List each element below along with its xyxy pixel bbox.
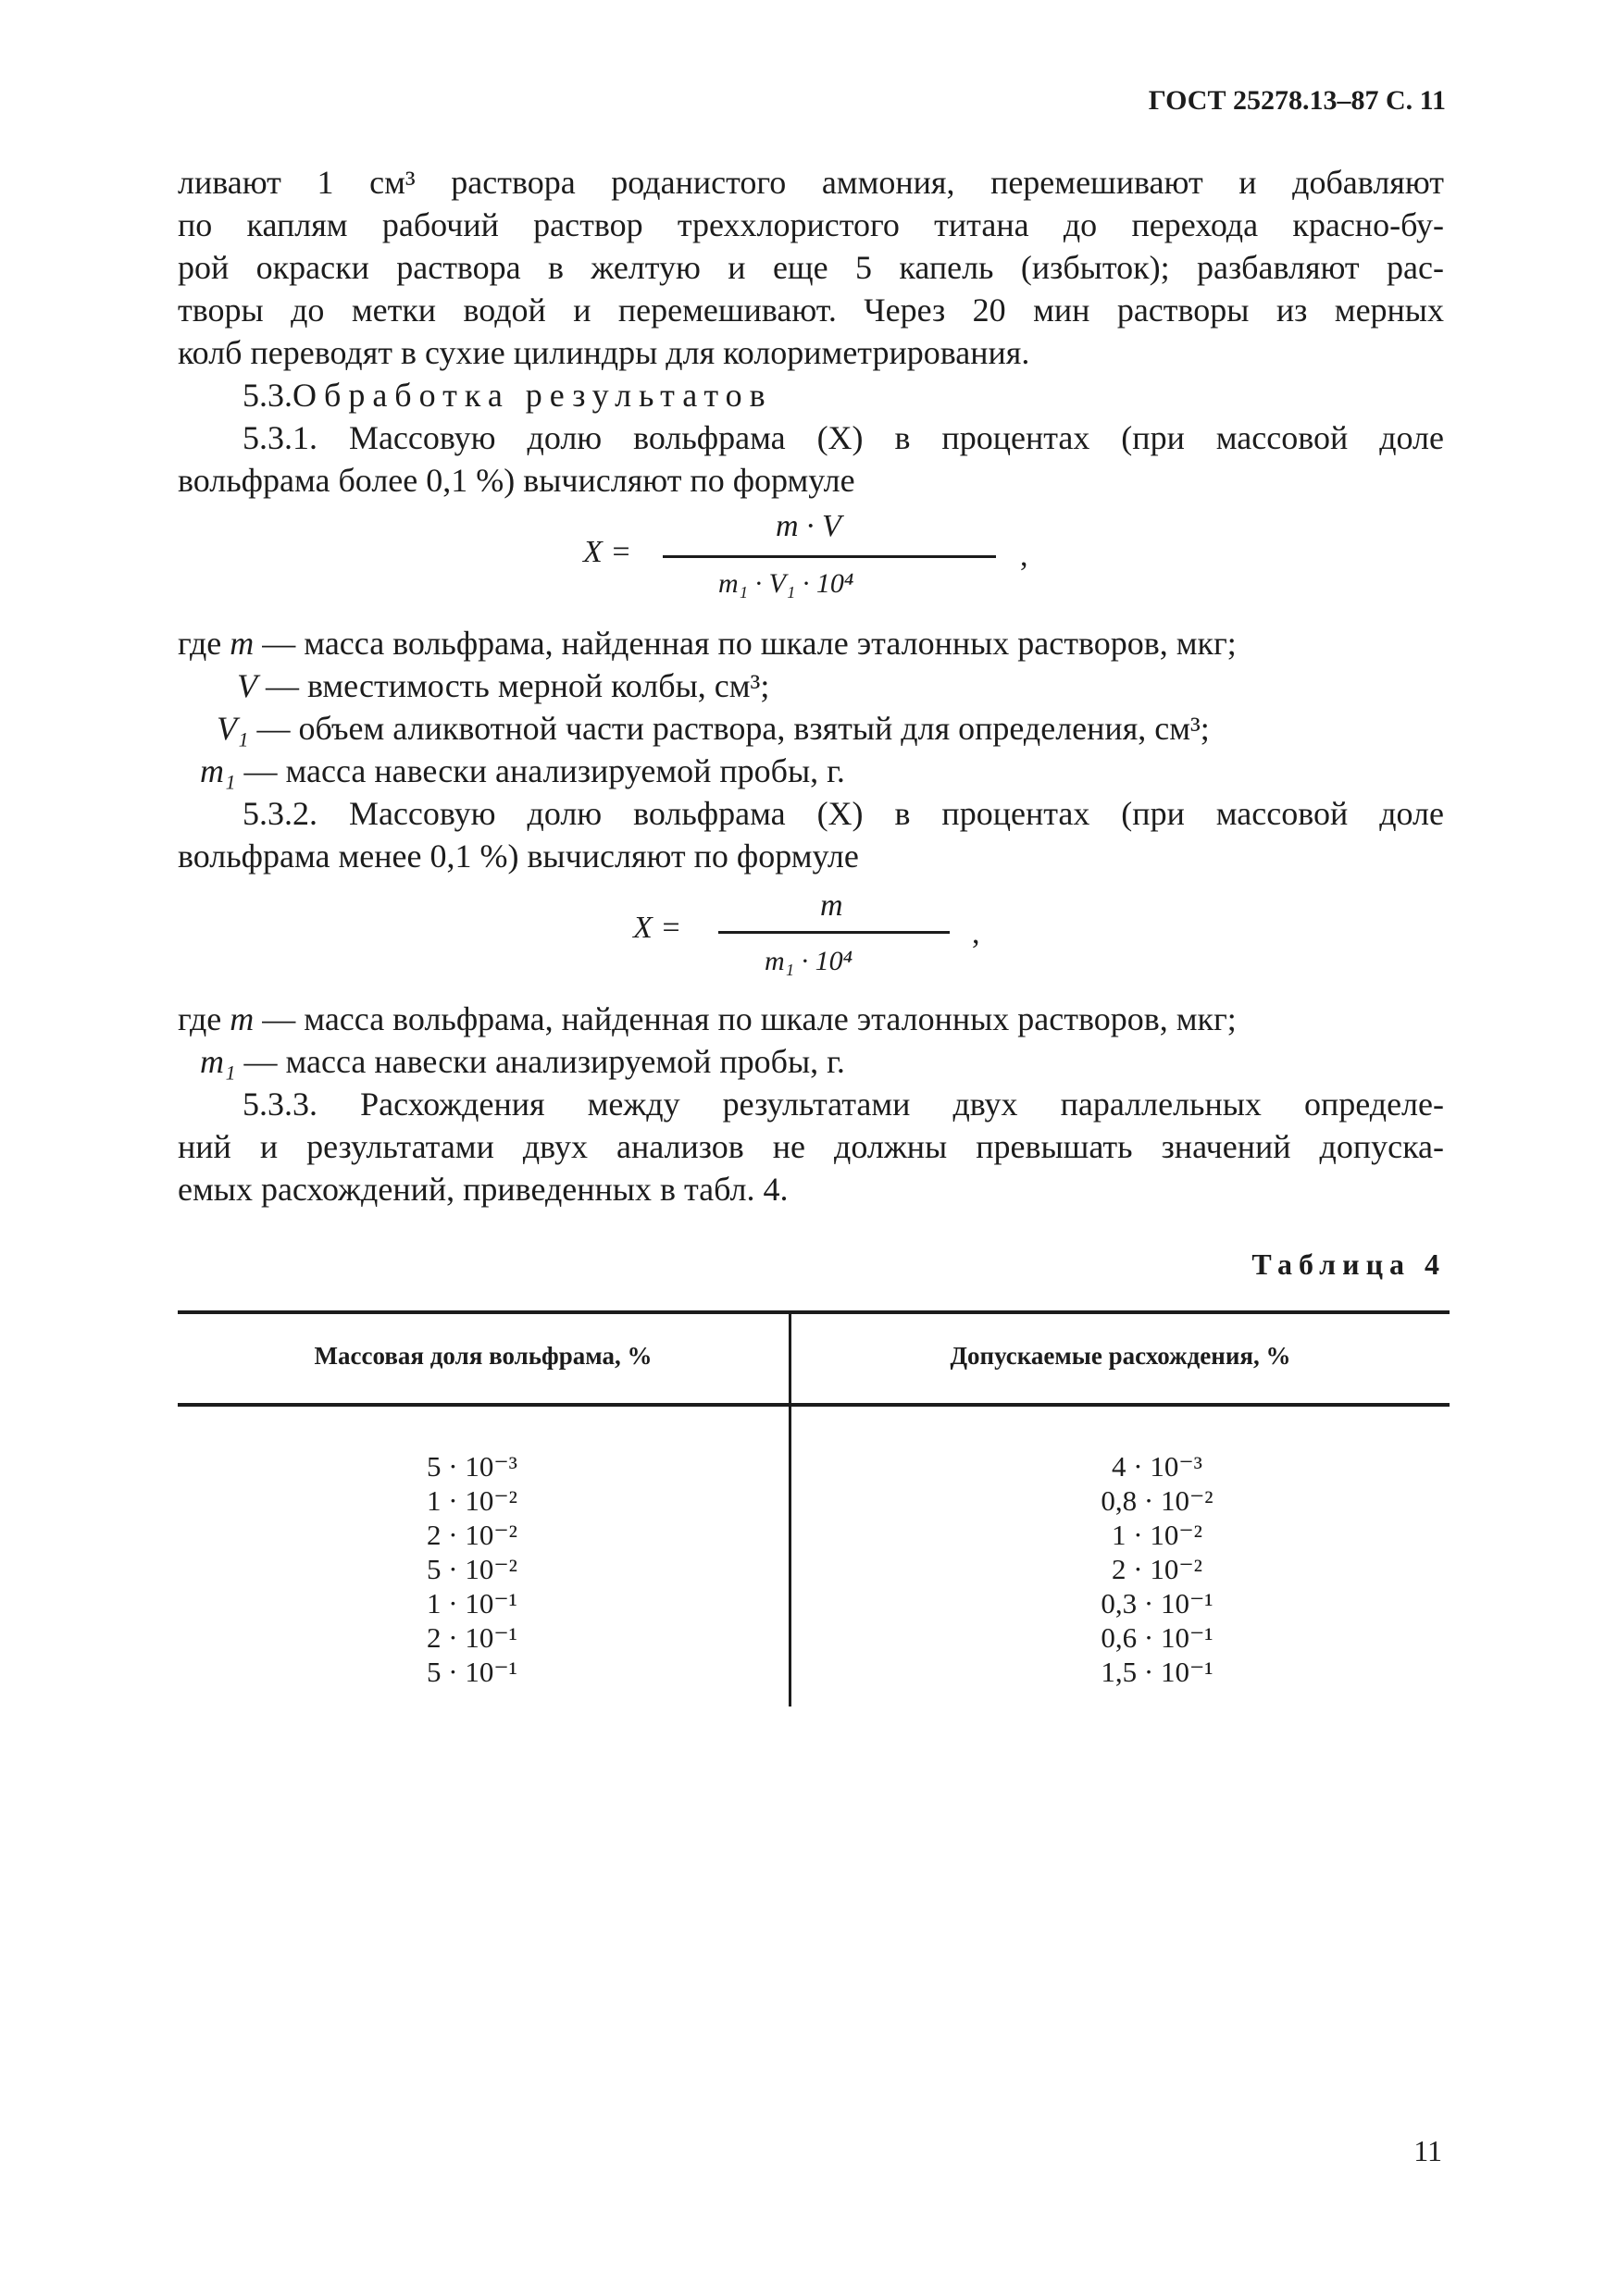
table-cell: 1 · 10⁻²	[1112, 1519, 1202, 1551]
intro-paragraph	[178, 161, 1444, 374]
table-caption: Таблица 4	[1251, 1247, 1446, 1281]
symbol-desc: — объем аликвотной части раствора, взятый для определения, см³;	[256, 710, 1210, 747]
intro-line: по каплям рабочий раствор треххлористого титана до перехода красно-бу-	[178, 206, 1444, 243]
table-cell: 1,5 · 10⁻¹	[1101, 1656, 1214, 1688]
formula-lhs: X =	[583, 535, 632, 569]
where-m: где m — масса вольфрама, найденная по шкале эталонных растворов, мкг;	[178, 625, 1237, 662]
section-heading	[243, 374, 773, 416]
paragraph-5-3-2-cont: вольфрама менее 0,1 %) вычисляют по формуле	[178, 838, 859, 875]
column-mass-fraction	[352, 1449, 592, 1689]
where-m1	[200, 1040, 845, 1083]
page-header: ГОСТ 25278.13–87 С. 11	[1148, 85, 1446, 116]
symbol-v1: V₁	[217, 710, 249, 747]
symbol-desc: — масса навески анализируемой пробы, г.	[243, 752, 845, 789]
formula-denominator: m₁ · V₁ · 10⁴	[718, 568, 854, 599]
table-cell: 2 · 10⁻²	[1112, 1553, 1202, 1585]
table-cell: 4 · 10⁻³	[1112, 1450, 1202, 1483]
symbol-desc: — масса навески анализируемой пробы, г.	[243, 1043, 845, 1080]
table-header-rule	[178, 1403, 1450, 1407]
paragraph-line: ний и результатами двух анализов не должны превышать значений допуска-	[178, 1128, 1444, 1165]
table-cell: 1 · 10⁻²	[427, 1484, 517, 1517]
symbol-m1: m₁	[200, 1043, 236, 1080]
paragraph-5-3-2	[243, 792, 1444, 835]
paragraph-5-3-3-last: емых расхождений, приведенных в табл. 4.	[178, 1171, 789, 1208]
intro-line: ливают 1 см³ раствора роданистого аммония, перемешивают и добавляют	[178, 164, 1444, 201]
section-title: Обработка результатов	[292, 377, 773, 414]
symbol-m: m	[230, 1000, 255, 1037]
symbol-desc: — вместимость мерной колбы, см³;	[266, 667, 770, 704]
table-cell: 1 · 10⁻¹	[427, 1587, 517, 1620]
section-number: 5.3.	[243, 377, 292, 414]
formula-numerator: m · V	[776, 509, 841, 543]
formula-tail: ,	[972, 916, 980, 950]
column-tolerance	[1018, 1449, 1296, 1689]
paragraph-line: 5.3.2. Массовую долю вольфрама (X) в процентах (при массовой доле	[243, 795, 1444, 832]
table-cell: 5 · 10⁻²	[427, 1553, 517, 1585]
symbol-desc: — масса вольфрама, найденная по шкале эталонных растворов, мкг;	[262, 625, 1237, 662]
symbol-v: V	[237, 667, 257, 704]
where-v	[237, 664, 769, 707]
table-cell: 0,6 · 10⁻¹	[1101, 1621, 1214, 1654]
fraction-bar	[663, 555, 996, 558]
page-number: 11	[1413, 2134, 1442, 2167]
table-cell: 2 · 10⁻¹	[427, 1621, 517, 1654]
paragraph-5-3-1-cont: вольфрама более 0,1 %) вычисляют по формуле	[178, 462, 855, 499]
table-cell: 5 · 10⁻³	[427, 1450, 517, 1483]
table-cell: 0,3 · 10⁻¹	[1101, 1587, 1214, 1620]
symbol-m1: m₁	[200, 752, 236, 789]
paragraph-line: 5.3.3. Расхождения между результатами двух параллельных определе-	[243, 1086, 1444, 1123]
formula-tail: ,	[1020, 539, 1028, 573]
table-top-rule	[178, 1310, 1450, 1314]
intro-line: творы до метки водой и перемешивают. Через 20 мин растворы из мерных	[178, 292, 1444, 329]
table-header-mass-fraction: Массовая доля вольфрама, %	[314, 1342, 653, 1370]
paragraph-5-3-3-cont	[178, 1125, 1444, 1168]
table-header-tolerance: Допускаемые расхождения, %	[950, 1342, 1291, 1370]
intro-line: колб переводят в сухие цилиндры для колориметрирования.	[178, 334, 1030, 371]
table-cell: 2 · 10⁻²	[427, 1519, 517, 1551]
table-cell: 5 · 10⁻¹	[427, 1656, 517, 1688]
where-m: где m — масса вольфрама, найденная по шкале эталонных растворов, мкг;	[178, 1000, 1237, 1037]
symbol-desc: — масса вольфрама, найденная по шкале эталонных растворов, мкг;	[262, 1000, 1237, 1037]
formula-lhs: X =	[633, 911, 682, 945]
paragraph-5-3-3	[243, 1083, 1444, 1125]
formula-denominator: m₁ · 10⁴	[765, 946, 853, 976]
where-m1	[200, 750, 845, 792]
fraction-bar	[718, 931, 950, 934]
intro-line: рой окраски раствора в желтую и еще 5 капель (избыток); разбавляют рас-	[178, 249, 1444, 286]
formula-numerator: m	[820, 888, 843, 923]
paragraph-5-3-1	[243, 416, 1444, 459]
table-cell: 0,8 · 10⁻²	[1101, 1484, 1214, 1517]
paragraph-line: 5.3.1. Массовую долю вольфрама (X) в процентах (при массовой доле	[243, 419, 1444, 456]
symbol-m: m	[230, 625, 255, 662]
where-v1	[217, 707, 1210, 750]
